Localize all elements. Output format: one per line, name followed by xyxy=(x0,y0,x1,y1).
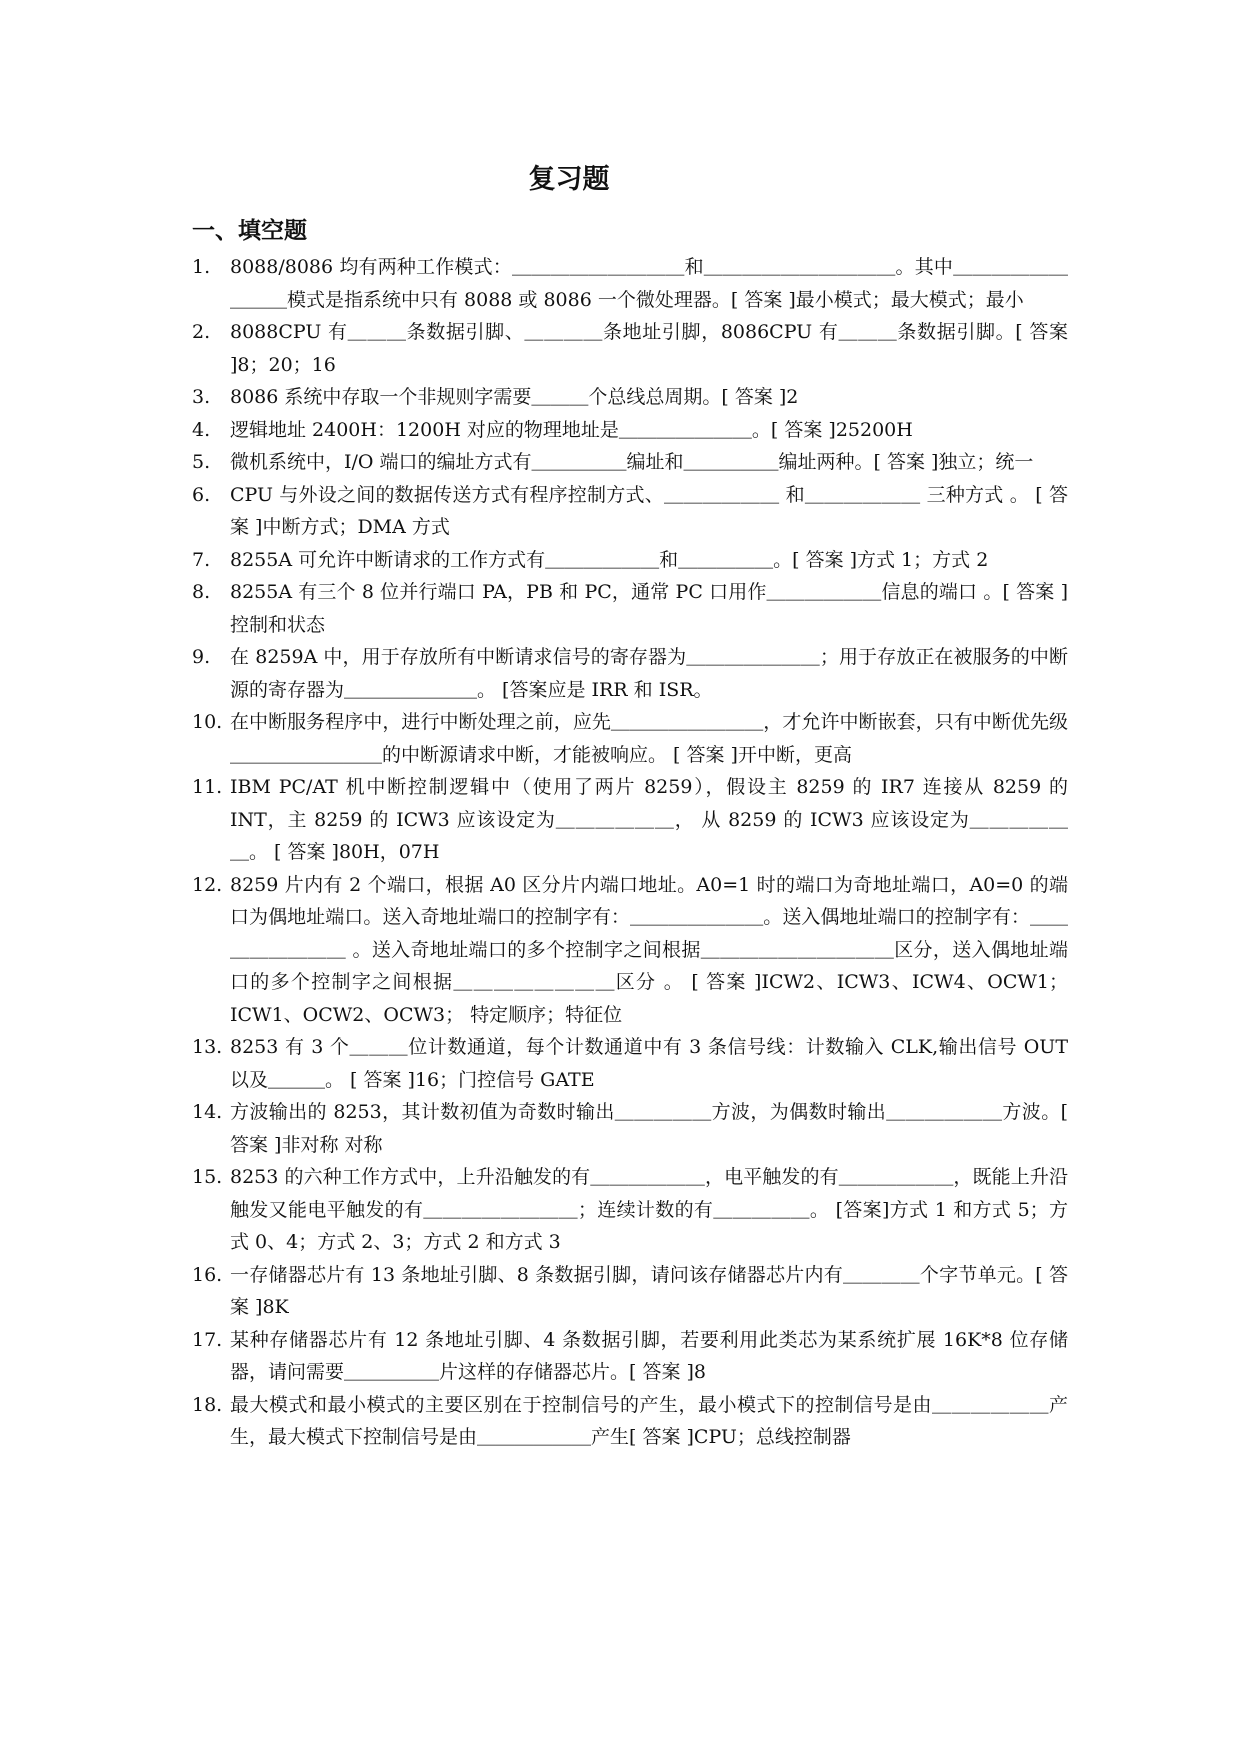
question-text: 8253 有 3 个＿＿＿位计数通道，每个计数通道中有 3 条信号线：计数输入 CLK,输出信号 OUT 以及＿＿＿。 [ 答案 ]16；门控信号 GATE xyxy=(230,1036,1068,1091)
question-text: CPU 与外设之间的数据传送方式有程序控制方式、＿＿＿＿＿＿ 和＿＿＿＿＿＿ 三种方式 。 [ 答案 ]中断方式；DMA 方式 xyxy=(230,483,1068,538)
question-text: 8259 片内有 2 个端口，根据 A0 区分片内端口地址。A0=1 时的端口为奇地址端口，A0=0 的端口为偶地址端口。送入奇地址端口的控制字有：＿＿＿＿＿＿＿。送入偶地址端口的控制字有：＿＿＿＿＿＿＿＿ 。送入奇地址端口的多个控制字之间根据＿＿＿＿＿＿＿＿＿＿区分，送入偶地址端口的多个控制字之间根据＿＿＿＿＿＿＿＿区分 。 [ 答案 ]ICW2、ICW3、ICW4、OCW1；ICW1、OCW2、OCW3； 特定顺序；特征位 xyxy=(230,873,1068,1026)
question-item xyxy=(192,771,1068,869)
question-item xyxy=(192,251,1068,316)
question-number: 14. xyxy=(192,1101,223,1123)
question-item xyxy=(192,1389,1068,1454)
question-number: 1. xyxy=(192,256,211,278)
question-text: 在中断服务程序中，进行中断处理之前，应先＿＿＿＿＿＿＿＿，才允许中断嵌套，只有中断优先级＿＿＿＿＿＿＿＿的中断源请求中断，才能被响应。 [ 答案 ]开中断，更高 xyxy=(230,711,1068,766)
question-number: 17. xyxy=(192,1328,223,1351)
question-item xyxy=(192,316,1068,381)
question-number: 18. xyxy=(192,1393,223,1416)
question-item xyxy=(192,414,1068,447)
question-text: 在 8259A 中，用于存放所有中断请求信号的寄存器为＿＿＿＿＿＿＿；用于存放正在被服务的中断源的寄存器为＿＿＿＿＿＿＿。 [答案应是 IRR 和 ISR。 xyxy=(230,646,1068,701)
question-item xyxy=(192,1031,1068,1096)
question-number: 11. xyxy=(192,776,223,798)
question-text: 方波输出的 8253，其计数初值为奇数时输出＿＿＿＿＿方波，为偶数时输出＿＿＿＿＿＿方波。[ 答案 ]非对称 对称 xyxy=(230,1101,1068,1156)
question-number: 4. xyxy=(192,418,211,441)
question-item xyxy=(192,869,1068,1032)
question-number: 7. xyxy=(192,548,211,571)
question-number: 9. xyxy=(192,646,211,668)
question-item xyxy=(192,1161,1068,1259)
question-item xyxy=(192,479,1068,544)
question-number: 3. xyxy=(192,386,211,408)
question-text: 一存储器芯片有 13 条地址引脚、8 条数据引脚，请问该存储器芯片内有＿＿＿＿个字节单元。[ 答案 ]8K xyxy=(230,1263,1068,1318)
question-item xyxy=(192,1259,1068,1324)
question-text: 8088/8086 均有两种工作模式：＿＿＿＿＿＿＿＿＿和＿＿＿＿＿＿＿＿＿＿。其中＿＿＿＿＿＿＿＿＿模式是指系统中只有 8088 或 8086 一个微处理器。[ 答案 ]最小模式；最大模式；最小 xyxy=(230,256,1068,311)
page-title: 复习题 xyxy=(528,164,610,195)
question-number: 13. xyxy=(192,1036,223,1058)
section-heading: 一、填空题 xyxy=(192,218,307,244)
question-text: 8088CPU 有＿＿＿条数据引脚、＿＿＿＿条地址引脚，8086CPU 有＿＿＿条数据引脚。[ 答案 ]8；20；16 xyxy=(230,321,1068,376)
question-number: 12. xyxy=(192,873,223,896)
question-number: 16. xyxy=(192,1263,223,1286)
question-text: 微机系统中，I/O 端口的编址方式有＿＿＿＿＿编址和＿＿＿＿＿编址两种。[ 答案 ]独立；统一 xyxy=(230,451,1034,473)
question-number: 15. xyxy=(192,1166,223,1188)
question-number: 2. xyxy=(192,321,211,343)
question-text: 8086 系统中存取一个非规则字需要＿＿＿个总线总周期。[ 答案 ]2 xyxy=(230,386,799,408)
question-text: 最大模式和最小模式的主要区别在于控制信号的产生，最小模式下的控制信号是由＿＿＿＿＿＿产生，最大模式下控制信号是由＿＿＿＿＿＿产生[ 答案 ]CPU；总线控制器 xyxy=(230,1393,1068,1448)
question-item xyxy=(192,1096,1068,1161)
question-text: 逻辑地址 2400H：1200H 对应的物理地址是＿＿＿＿＿＿＿。[ 答案 ]25200H xyxy=(230,418,913,441)
question-item xyxy=(192,706,1068,771)
question-number: 8. xyxy=(192,581,211,603)
question-item xyxy=(192,446,1068,479)
question-text: 8255A 有三个 8 位并行端口 PA，PB 和 PC，通常 PC 口用作＿＿＿＿＿＿信息的端口 。[ 答案 ]控制和状态 xyxy=(230,581,1068,636)
question-item xyxy=(192,576,1068,641)
question-item xyxy=(192,1324,1068,1389)
question-number: 6. xyxy=(192,483,211,506)
question-item xyxy=(192,381,1068,414)
question-text: 8255A 可允许中断请求的工作方式有＿＿＿＿＿＿和＿＿＿＿＿。[ 答案 ]方式 1；方式 2 xyxy=(230,548,989,571)
question-text: 8253 的六种工作方式中，上升沿触发的有＿＿＿＿＿＿，电平触发的有＿＿＿＿＿＿，既能上升沿触发又能电平触发的有＿＿＿＿＿＿＿＿；连续计数的有＿＿＿＿＿。 [答案]方式 1 和方式 5；方式 0、4；方式 2、3；方式 2 和方式 3 xyxy=(230,1166,1068,1253)
question-text: 某种存储器芯片有 12 条地址引脚、4 条数据引脚，若要利用此类芯为某系统扩展 16K*8 位存储器，请问需要＿＿＿＿＿片这样的存储器芯片。[ 答案 ]8 xyxy=(230,1328,1068,1383)
question-list xyxy=(192,251,1068,1454)
question-text: IBM PC/AT 机中断控制逻辑中（使用了两片 8259），假设主 8259 的 IR7 连接从 8259 的 INT，主 8259 的 ICW3 应该设定为＿＿＿＿＿＿， 从 8259 的 ICW3 应该设定为＿＿＿＿＿＿。 [ 答案 ]80H，07H xyxy=(230,776,1068,863)
question-number: 5. xyxy=(192,451,211,473)
question-number: 10. xyxy=(192,711,223,733)
question-item xyxy=(192,641,1068,706)
question-item xyxy=(192,544,1068,577)
